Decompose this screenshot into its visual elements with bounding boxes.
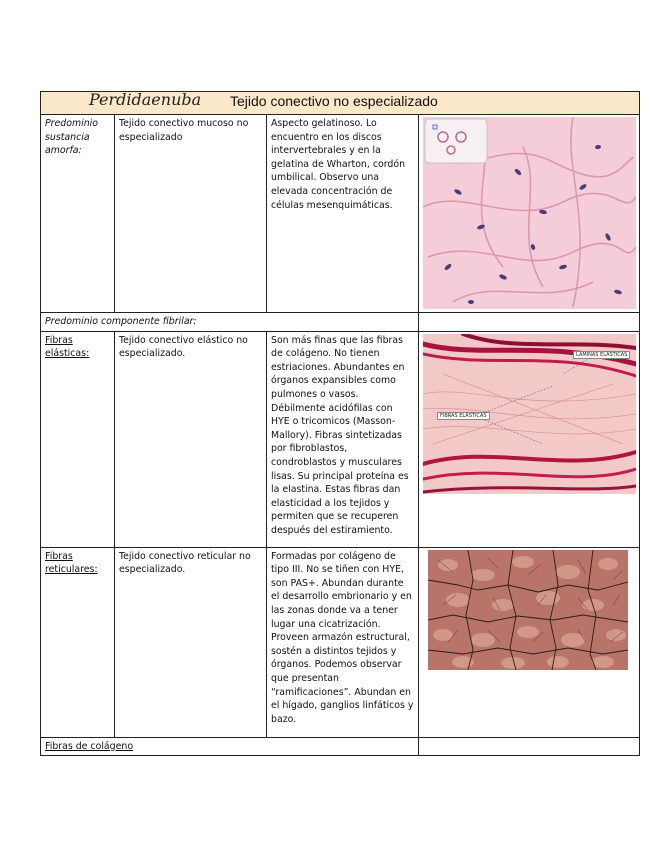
description-elastico: Son más finas que las fibras de colágeno. No tienen estriaciones. Abundantes en órganos expansibles como pulmones o vasos. Débilmente acidófilas con HYE o tricomicos (Masson-Mallory). Fibras sintetizadas por fibroblastos, condroblastos y musculares lisas. Su principal proteína es la elastina. Estas fibras dan elasticidad a los tejidos y permiten que se recuperen después del estiramiento. [267, 331, 419, 547]
image-cell-reticular [419, 547, 640, 737]
category-colageno: Fibras de colágeno [41, 737, 419, 756]
empty-cell-fibrilar [419, 313, 640, 332]
empty-cell-colageno [419, 737, 640, 756]
table-header-row [41, 92, 640, 115]
category-fibrilar: Predominio componente fibrilar: [41, 313, 419, 332]
image-label-laminas: LÁMINAS ELÁSTICAS [573, 351, 630, 359]
micrograph-elastico [423, 334, 636, 494]
row-fibrilar-header [41, 313, 640, 332]
image-cell-mucoso [419, 115, 640, 313]
category-elasticas: Fibras elásticas: [41, 331, 115, 547]
row-mucoso [41, 115, 640, 313]
tissue-elastico: Tejido conectivo elástico no especializado. [115, 331, 267, 547]
tissue-reticular: Tejido conectivo reticular no especializado. [115, 547, 267, 737]
image-label-fibras: FIBRAS ELÁSTICAS [437, 412, 490, 420]
tissue-table [40, 91, 640, 756]
micrograph-reticular [428, 550, 628, 670]
image-cell-elastico [419, 331, 640, 547]
script-logo-word: Perdidaenuba [89, 90, 202, 109]
row-elastico [41, 331, 640, 547]
table-header-cell [41, 92, 640, 115]
category-reticulares: Fibras reticulares: [41, 547, 115, 737]
table-title: Tejido conectivo no especializado [230, 93, 438, 109]
row-reticular [41, 547, 640, 737]
row-colageno [41, 737, 640, 756]
description-mucoso: Aspecto gelatinoso. Lo encuentro en los discos intervertebrales y en la gelatina de Wharton, cordón umbilical. Observo una elevada concentración de células mesenquimáticas. [267, 115, 419, 313]
tissue-mucoso: Tejido conectivo mucoso no especializado [115, 115, 267, 313]
description-reticular: Formadas por colágeno de tipo III. No se tiñen con HYE, son PAS+. Abundan durante el desarrollo embrionario y en las zonas donde va a tener lugar una cicatrización. Proveen armazón estructural, sostén a distintos tejidos y órganos. Podemos observar que presentan “ramificaciones”. Abundan en el hígado, ganglios linfáticos y bazo. [267, 547, 419, 737]
category-amorfa: Predominio sustancia amorfa: [41, 115, 115, 313]
micrograph-mucoso [423, 117, 636, 309]
